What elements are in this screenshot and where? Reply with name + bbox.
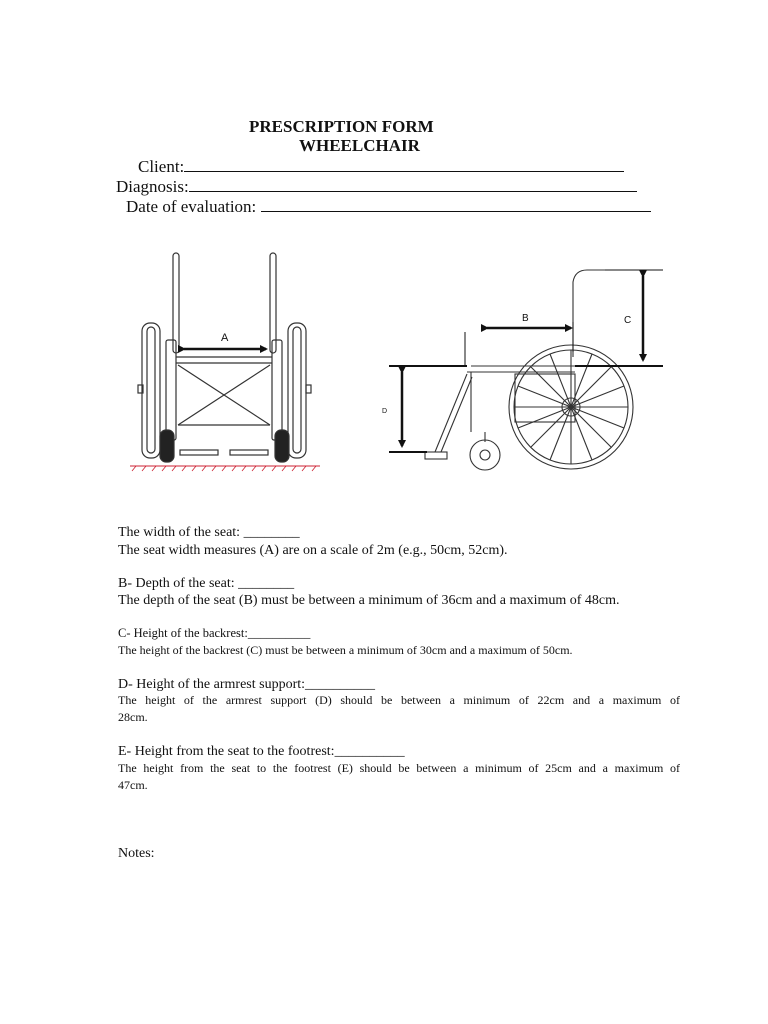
date-label: Date of evaluation: [126, 197, 257, 216]
form-subtitle: WHEELCHAIR [299, 136, 420, 155]
dimension-c-label: C [624, 315, 632, 326]
footrest-heading: E- Height from the seat to the footrest:__________ [118, 744, 405, 759]
depth-blank[interactable]: ________ [238, 576, 295, 591]
footrest-text-line2: 47cm. [118, 778, 148, 792]
dimension-a-label: A [221, 332, 229, 344]
client-row [138, 155, 624, 177]
wheelchair-front-view [120, 245, 330, 480]
backrest-heading: C- Height of the backrest:__________ [118, 626, 311, 640]
diagnosis-label: Diagnosis: [116, 177, 189, 196]
depth-heading: B- Depth of the seat: ________ [118, 576, 295, 591]
date-row [126, 195, 651, 217]
diagnosis-field[interactable] [189, 175, 637, 192]
wheelchair-side-view [375, 262, 675, 482]
notes-label: Notes: [118, 846, 155, 861]
date-field[interactable] [261, 195, 651, 212]
dimension-b-label: B [522, 313, 529, 324]
backrest-text: The height of the backrest (C) must be between a minimum of 30cm and a maximum of 50cm. [118, 643, 573, 657]
client-field[interactable] [184, 155, 624, 172]
armrest-heading: D- Height of the armrest support:__________ [118, 677, 376, 692]
depth-text: The depth of the seat (B) must be between a minimum of 36cm and a maximum of 48cm. [118, 593, 620, 608]
armrest-blank[interactable]: __________ [305, 677, 376, 692]
footrest-blank[interactable]: __________ [334, 744, 405, 759]
width-blank[interactable]: ________ [243, 525, 300, 540]
form-title: PRESCRIPTION FORM [249, 117, 434, 136]
backrest-blank[interactable]: __________ [247, 626, 311, 640]
dimension-d-label: D [382, 408, 388, 415]
diagnosis-row [116, 175, 637, 197]
width-text: The seat width measures (A) are on a scale of 2m (e.g., 50cm, 52cm). [118, 543, 508, 558]
armrest-text-line2: 28cm. [118, 710, 148, 724]
width-heading: The width of the seat: ________ [118, 525, 300, 540]
footrest-text-line1: The height from the seat to the footrest (E) should be between a minimum of 25cm and a maximum of [118, 761, 680, 775]
armrest-text-line1: The height of the armrest support (D) should be between a minimum of 22cm and a maximum of [118, 693, 680, 707]
client-label: Client: [138, 157, 185, 176]
